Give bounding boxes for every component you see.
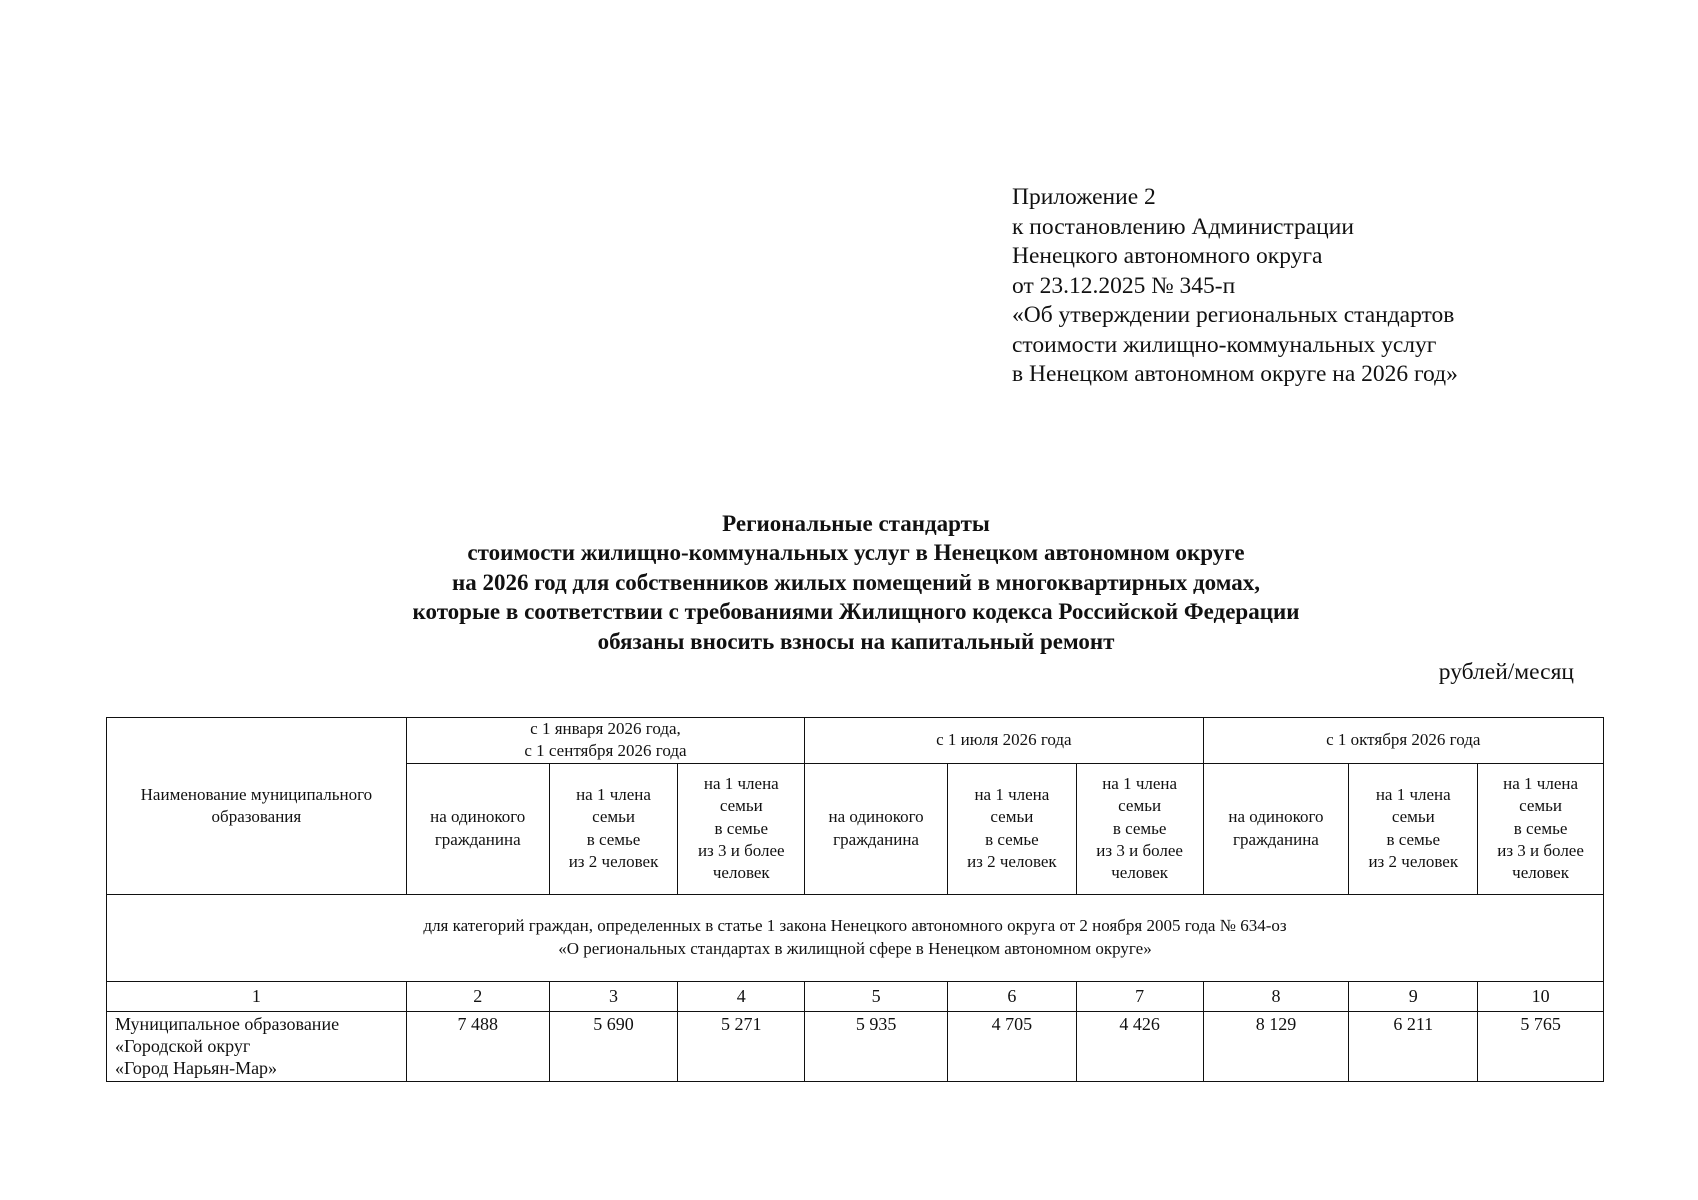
title-line: которые в соответствии с требованиями Жилищного кодекса Российской Федерации [412,599,1300,625]
column-number: 8 [1203,981,1349,1011]
table-cell: 8 129 [1203,1011,1349,1081]
sub-header-single: на одинокого гражданина [805,763,948,894]
column-number-row [107,981,1604,1011]
table-cell: 4 705 [948,1011,1077,1081]
category-note: для категорий граждан, определенных в статье 1 закона Ненецкого автономного округа от 2 ноября 2005 года № 634-оз «О региональных стандартах в жилищной сфере в Ненецком автономном округе» [107,894,1604,981]
appendix-line: стоимости жилищно-коммунальных услуг [1012,331,1437,358]
period-header-jan-sep: с 1 января 2026 года, с 1 сентября 2026 года [406,718,804,764]
column-number: 6 [948,981,1077,1011]
standards-table [106,717,1604,1082]
sub-header-single: на одинокого гражданина [1203,763,1349,894]
column-number: 10 [1478,981,1604,1011]
title-line: стоимости жилищно-коммунальных услуг в Ненецком автономном округе [467,540,1245,566]
appendix-line: Ненецкого автономного округа [1012,243,1323,269]
document-title [120,509,1592,656]
table-cell: 5 690 [549,1011,678,1081]
column-number: 3 [549,981,678,1011]
category-note-row [107,894,1604,981]
appendix-line: к постановлению Администрации [1012,213,1354,240]
sub-header-family-3: на 1 члена семьи в семье из 3 и более человек [678,763,805,894]
sub-header-single: на одинокого гражданина [406,763,549,894]
table-cell: 7 488 [406,1011,549,1081]
appendix-line: «Об утверждении региональных стандартов [1012,302,1455,328]
title-line: на 2026 год для собственников жилых помещений в многоквартирных домах, [452,569,1260,595]
title-line: обязаны вносить взносы на капитальный ремонт [597,628,1115,654]
table-row [107,1011,1604,1081]
column-number: 4 [678,981,805,1011]
sub-header-family-2: на 1 члена семьи в семье из 2 человек [1349,763,1478,894]
appendix-line: Приложение 2 [1012,184,1156,210]
period-header-row [107,718,1604,764]
table-cell: 5 765 [1478,1011,1604,1081]
column-number: 2 [406,981,549,1011]
sub-header-family-2: на 1 члена семьи в семье из 2 человек [549,763,678,894]
column-number: 1 [107,981,407,1011]
table-cell: 5 935 [805,1011,948,1081]
name-column-header: Наименование муниципального образования [107,718,407,895]
column-number: 7 [1076,981,1203,1011]
period-header-jul: с 1 июля 2026 года [805,718,1203,764]
period-header-oct: с 1 октября 2026 года [1203,718,1603,764]
table-cell: 4 426 [1076,1011,1203,1081]
sub-header-family-3: на 1 члена семьи в семье из 3 и более человек [1478,763,1604,894]
title-line: Региональные стандарты [722,511,990,536]
municipality-name: Муниципальное образование «Городской округ «Город Нарьян-Мар» [107,1011,407,1081]
appendix-block [1012,183,1458,390]
column-number: 9 [1349,981,1478,1011]
column-number: 5 [805,981,948,1011]
sub-header-family-2: на 1 члена семьи в семье из 2 человек [948,763,1077,894]
unit-label: рублей/месяц [1438,659,1574,685]
table-cell: 6 211 [1349,1011,1478,1081]
appendix-line: от 23.12.2025 № 345-п [1012,272,1236,299]
table-cell: 5 271 [678,1011,805,1081]
appendix-line: в Ненецком автономном округе на 2026 год» [1012,361,1458,387]
sub-header-family-3: на 1 члена семьи в семье из 3 и более человек [1076,763,1203,894]
